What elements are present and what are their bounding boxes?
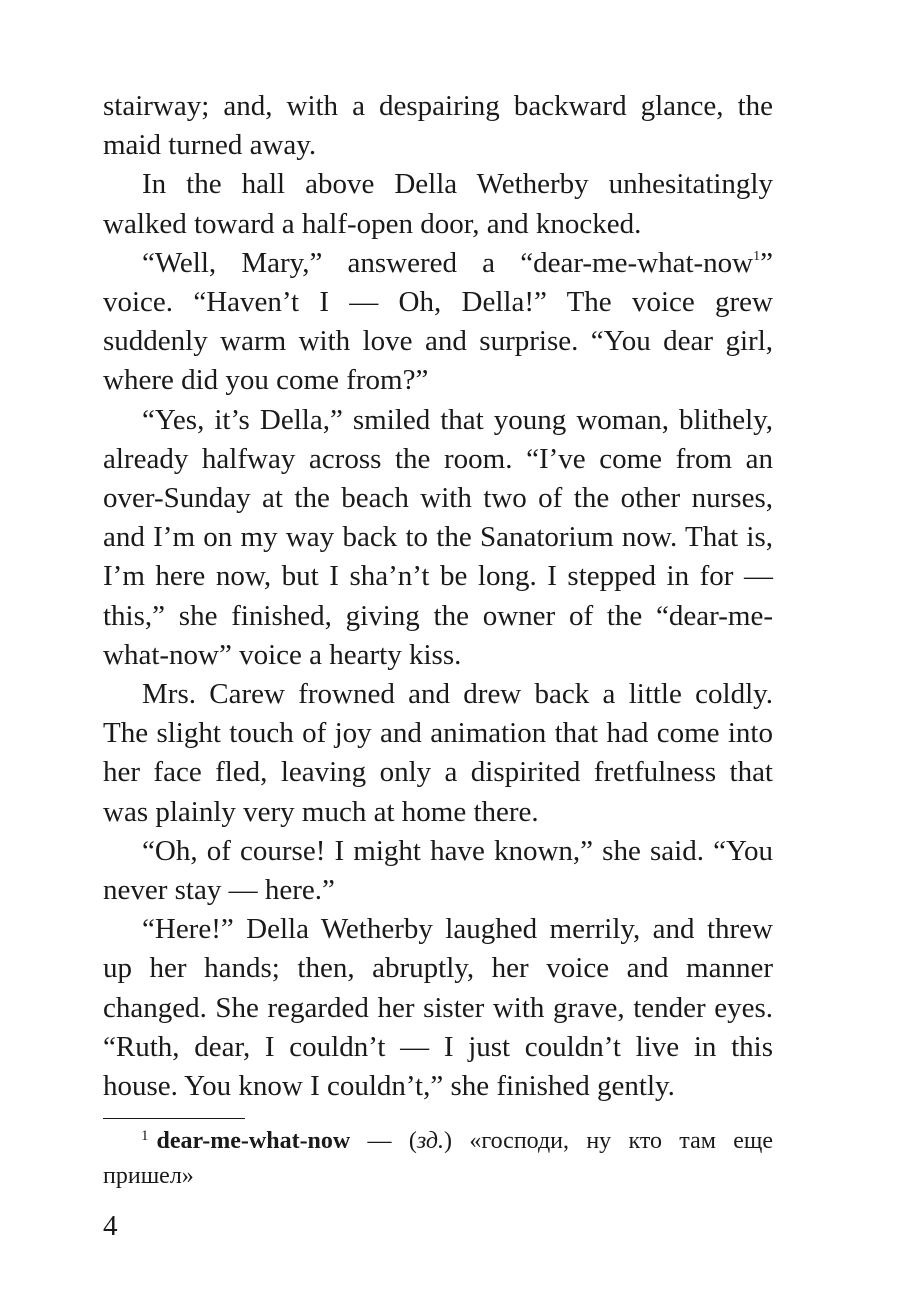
footnote-reference: 1 [753,248,761,264]
page-number: 4 [103,1210,118,1242]
footnote-divider [103,1118,245,1119]
footnote [103,1124,773,1194]
footnote-dash: — ( [350,1128,417,1154]
page-body [103,87,773,1106]
paragraph: “Here!” Della Wetherby laughed merrily, and threw up her hands; then, abruptly, her voice and manner changed. She regarded her sister with grave, tender eyes. “Ruth, dear, I couldn’t — I just couldn’t live in this house. You know I couldn’t,” she finished gently. [103,913,773,1103]
footnote-term: dear-me-what-now [156,1128,351,1154]
paragraph: Mrs. Carew frowned and drew back a little coldly. The slight touch of joy and animation that had come into her face fled, leaving only a dispirited fretfulness that was plainly very much at home there. [103,678,773,828]
paragraph: “Oh, of course! I might have known,” she said. “You never stay — here.” [103,834,773,907]
footnote-number: 1 [141,1128,149,1144]
main-text [103,87,773,1106]
paragraph: In the hall above Della Wetherby unhesitatingly walked toward a half-open door, and knocked. [103,168,773,240]
paragraph-text: ” voice. “Haven’t I — Oh, Della!” The voice grew suddenly warm with love and surprise. “You dear girl, where did you come from?” [103,246,773,397]
footnote-note: зд. [416,1128,445,1154]
footnote-translation: ) «господи, ну кто там еще пришел» [103,1128,773,1189]
paragraph-text: “Well, Mary,” answered a “dear-me-what-now [142,246,754,279]
paragraph-continued: stairway; and, with a despairing backward glance, the maid turned away. [103,90,773,162]
paragraph: “Yes, it’s Della,” smiled that young woman, blithely, already halfway across the room. “I’ve come from an over-Sunday at the beach with two of the other nurses, and I’m on my way back to the Sanatorium now. That is, I’m here now, but I sha’n’t be long. I stepped in for — this,” she finished, giving the owner of the “dear-me-what-now” voice a hearty kiss. [103,403,773,671]
paragraph-with-footnote [103,244,773,401]
